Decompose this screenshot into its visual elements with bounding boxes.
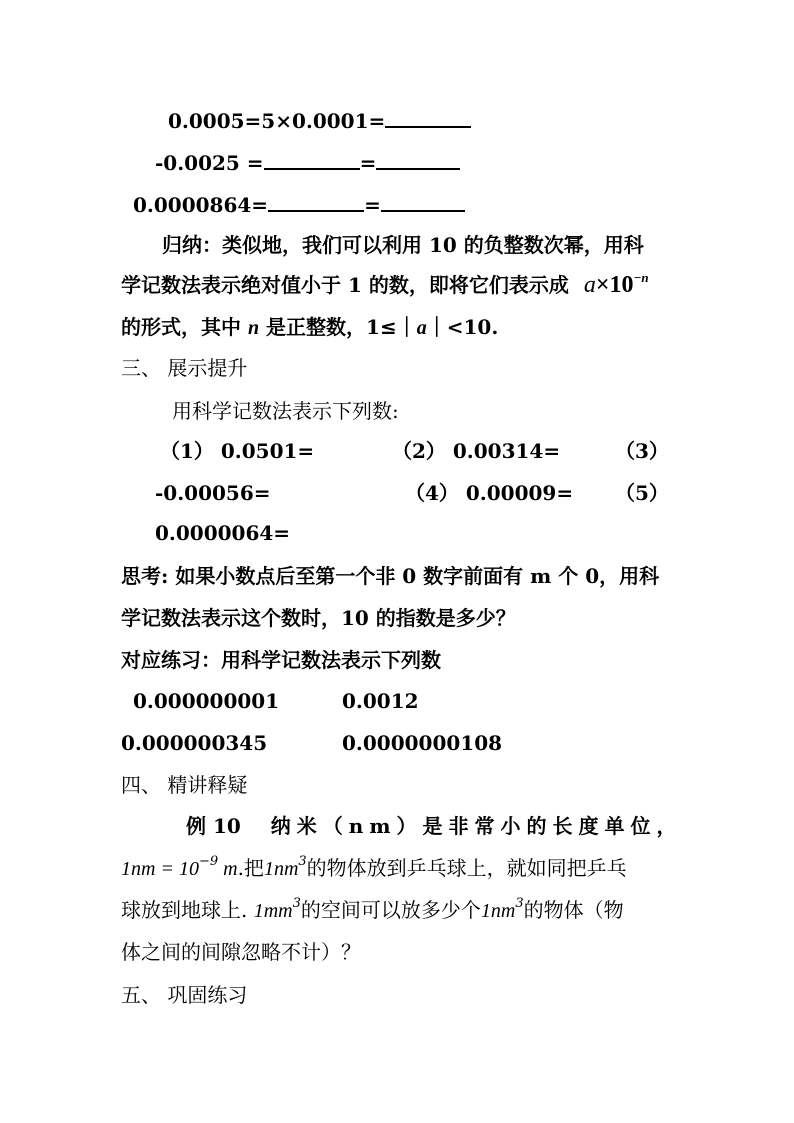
var-a: a xyxy=(416,317,427,339)
answer-blank xyxy=(385,106,471,128)
practice-value-4: 0.0000000108 xyxy=(342,731,503,755)
example-10-text: 的空间可以放多少个 xyxy=(300,898,481,922)
example-10-text: 球放到地球上. xyxy=(121,898,254,922)
formula-times: ×10 xyxy=(595,272,634,298)
practice-value-3: 0.000000345 xyxy=(121,731,268,755)
exercise-3-label: （3） xyxy=(615,439,669,463)
think-line-1: 思考: 如果小数点后至第一个非 0 数字前面有 m 个 0，用科 xyxy=(121,564,660,588)
example-10-line-3 xyxy=(121,897,624,927)
example-10-line-1 xyxy=(186,813,683,839)
example-line-3 xyxy=(133,190,465,218)
formula-nm: 1nm = 10 xyxy=(121,858,199,880)
example-10-text: 的物体放到乒乓球上，就如同把乒乓 xyxy=(306,856,627,880)
example-line-1 xyxy=(168,106,471,134)
formula-nm3-exponent: 3 xyxy=(298,854,307,869)
summary-line-3-text: ｜<10. xyxy=(426,315,499,339)
formula-exponent: −n xyxy=(633,270,649,285)
answer-blank xyxy=(268,190,364,212)
answer-blank xyxy=(381,190,465,212)
summary-line-2 xyxy=(121,272,649,301)
think-line-2: 学记数法表示这个数时，10 的指数是多少？ xyxy=(121,606,516,630)
summary-line-2-text: 学记数法表示绝对值小于 1 的数，即将它们表示成 xyxy=(121,273,569,297)
section-3-instruction: 用科学记数法表示下列数: xyxy=(172,399,399,423)
example-2-text: -0.0025 = xyxy=(155,151,264,175)
practice-value-2: 0.0012 xyxy=(342,689,419,713)
section-4-title: 四、 精讲释疑 xyxy=(121,773,248,797)
formula-mm3: 1mm xyxy=(253,900,293,922)
section-5-title: 五、 巩固练习 xyxy=(121,983,248,1007)
summary-line-3-text: 的形式，其中 xyxy=(121,315,248,339)
practice-value-1: 0.000000001 xyxy=(133,689,280,713)
example-10-text: 纳米（nm）是非常小的长度单位， xyxy=(270,814,683,838)
answer-blank xyxy=(376,148,460,170)
formula-nm3: 1nm xyxy=(480,900,516,922)
exercise-3-value: -0.00056= xyxy=(155,481,271,505)
equals-sign: = xyxy=(359,151,377,175)
example-1-text: 0.0005=5×0.0001= xyxy=(168,109,386,133)
example-10-line-2 xyxy=(121,855,627,885)
exercise-2: （2） 0.00314= xyxy=(392,439,561,463)
exercise-1: （1） 0.0501= xyxy=(160,439,315,463)
summary-line-3 xyxy=(121,314,498,341)
summary-line-3-text: 是正整数，1≤｜ xyxy=(259,315,417,339)
equals-sign: = xyxy=(364,193,381,217)
formula-nm3: 1nm xyxy=(263,858,299,880)
example-10-line-4: 体之间的间隙忽略不计）？ xyxy=(121,940,361,964)
section-3-title: 三、 展示提升 xyxy=(121,356,248,380)
formula-base: a xyxy=(583,272,596,298)
exercise-5-value: 0.0000064= xyxy=(155,521,291,545)
var-n: n xyxy=(247,317,260,339)
example-3-text: 0.0000864= xyxy=(133,193,269,217)
exercise-5-label: （5） xyxy=(615,481,669,505)
answer-blank xyxy=(264,148,360,170)
formula-mm3-exponent: 3 xyxy=(292,896,301,911)
formula-nm3-exponent: 3 xyxy=(515,896,524,911)
formula xyxy=(584,272,649,298)
exercise-4: （4） 0.00009= xyxy=(405,481,574,505)
practice-title: 对应练习：用科学记数法表示下列数 xyxy=(121,648,441,672)
example-10-text: 的物体（物 xyxy=(523,898,624,922)
example-10-label: 例 10 xyxy=(186,814,241,838)
formula-nm-exponent: −9 xyxy=(198,854,219,869)
formula-unit: m xyxy=(218,858,238,880)
example-10-text: .把 xyxy=(237,856,264,880)
example-line-2 xyxy=(155,148,460,176)
summary-line-1: 归纳：类似地，我们可以利用 10 的负整数次幂，用科 xyxy=(162,233,644,257)
